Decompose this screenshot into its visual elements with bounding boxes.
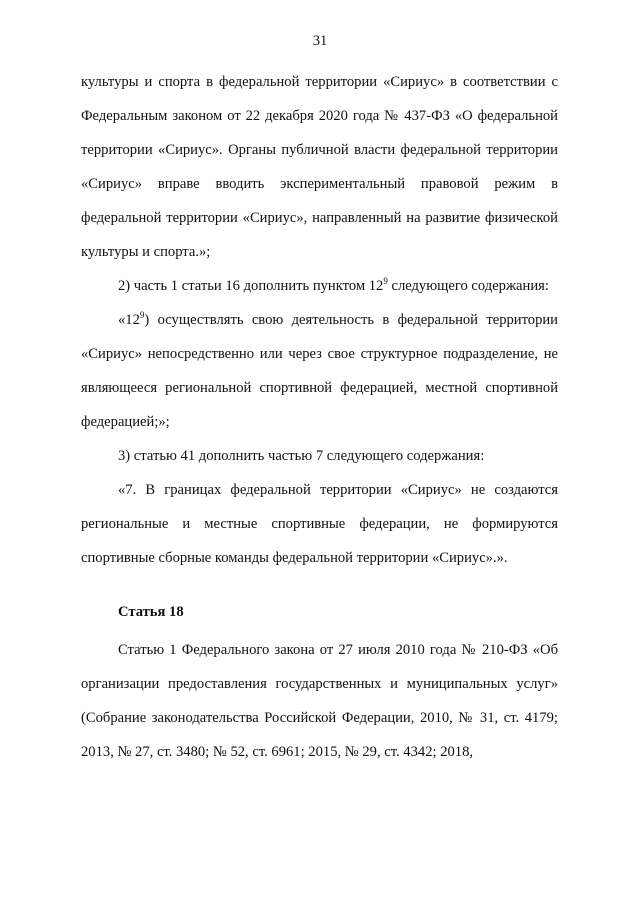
page-number: 31	[312, 33, 328, 49]
paragraph-point-12-9	[81, 303, 558, 439]
paragraph-point-12-9-prefix: «12	[118, 312, 140, 328]
superscript-9: 9	[139, 310, 145, 320]
paragraph-sports-legal-regime: культуры и спорта в федеральной территории «Сириус» в соответствии с Федеральным законом от 22 декабря 2020 года № 437-ФЗ «О федеральной территории «Сириус». Органы публичной власти федеральной территории «Сириус» вправе вводить экспериментальный правовой режим в федеральной территории «Сириус», направленный на развитие физической культуры и спорта.»;	[81, 74, 558, 260]
paragraph-part-7: «7. В границах федеральной территории «Сириус» не создаются региональные и местные спортивные федерации, не формируются спортивные сборные команды федеральной территории «Сириус».».	[81, 482, 558, 566]
paragraph-amend-article-16-text: 2) часть 1 статьи 16 дополнить пунктом 12	[118, 278, 384, 294]
superscript-9: 9	[383, 276, 388, 286]
paragraph-federal-law-210: Статью 1 Федерального закона от 27 июля 2010 года № 210-ФЗ «Об организации предоставления государственных и муниципальных услуг» (Собрание законодательства Российской Федерации, 2010, № 31, ст. 4179; 2013, № 27, ст. 3480; № 52, ст. 6961; 2015, № 29, ст. 4342; 2018,	[81, 642, 558, 760]
paragraph-amend-article-16-tail: следующего содержания:	[387, 278, 549, 294]
paragraph-point-12-9-text: ) осуществлять свою деятельность в федеральной территории «Сириус» непосредственно или через свое структурное подразделение, не являющееся региональной спортивной федерацией, местной спортивной федерацией;»;	[81, 312, 558, 430]
article-18-heading: Статья 18	[118, 604, 184, 620]
document-body	[81, 65, 558, 769]
paragraph-amend-article-41: 3) статью 41 дополнить частью 7 следующего содержания:	[118, 448, 485, 464]
paragraph-amend-article-16	[81, 269, 558, 303]
